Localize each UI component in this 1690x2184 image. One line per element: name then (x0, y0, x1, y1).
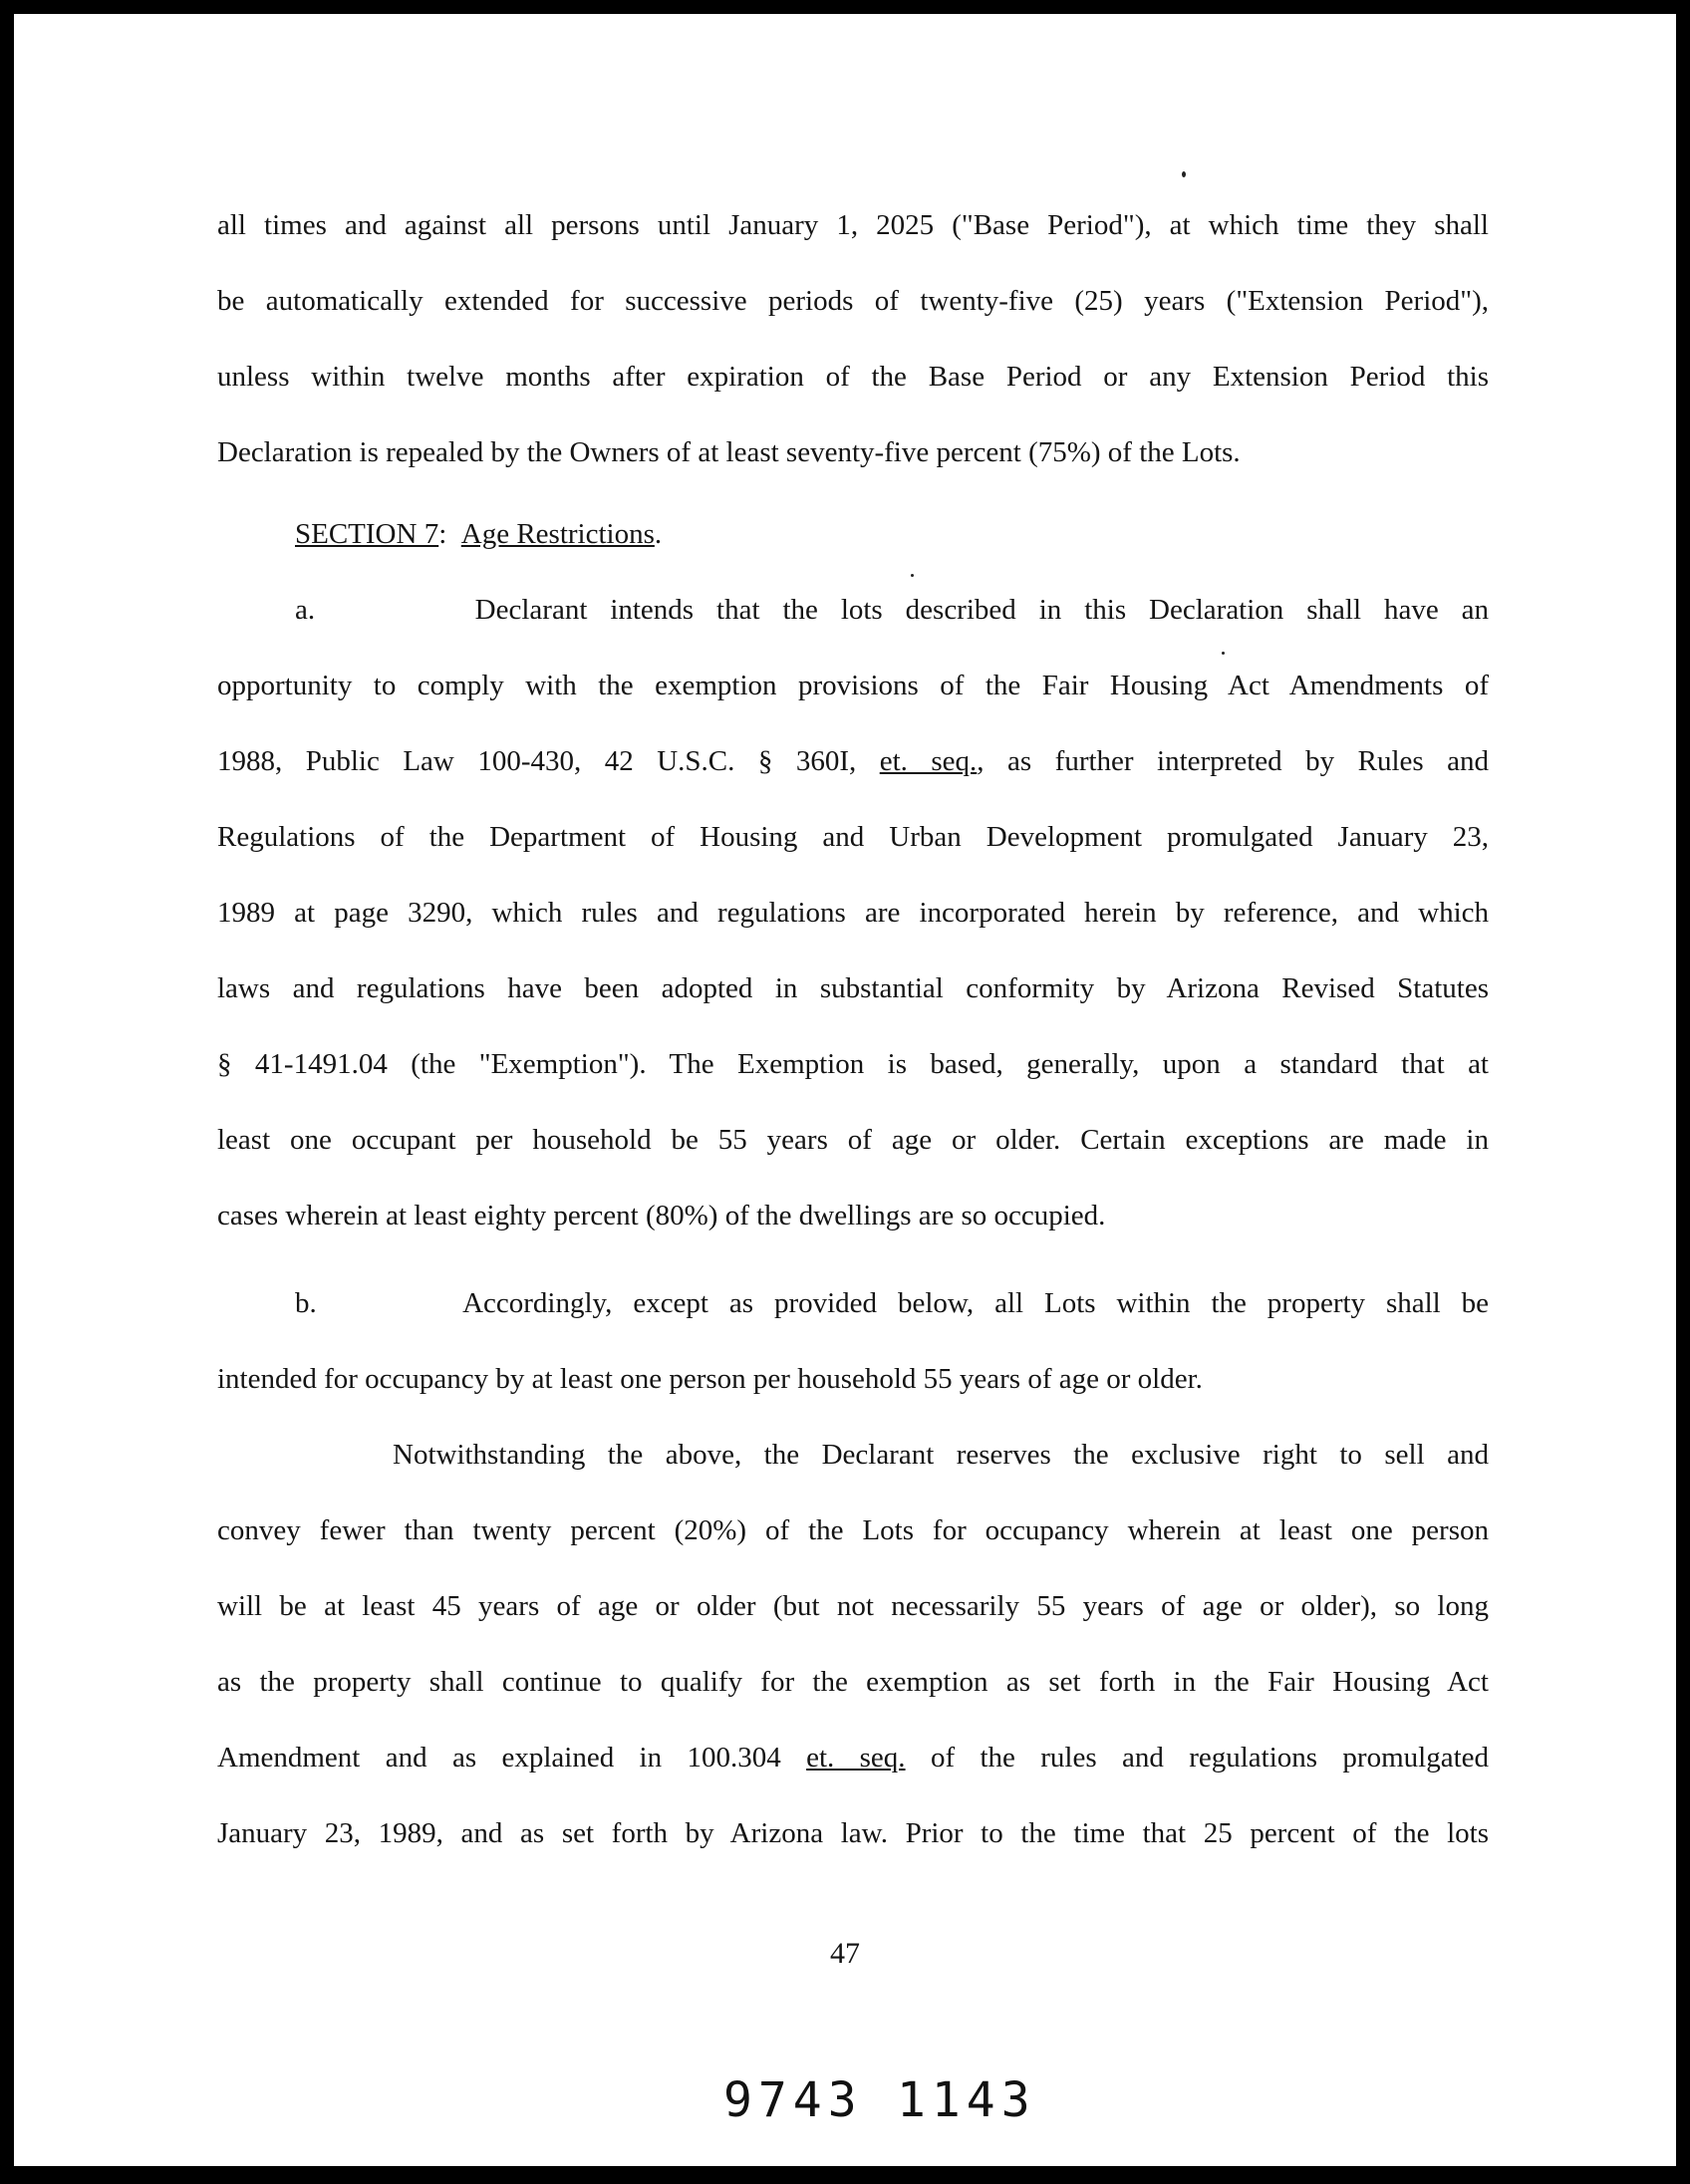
citation-text-cont: of the rules and regulations promulgated (930, 1742, 1490, 1774)
section-title: Age Restrictions (460, 518, 655, 550)
text-line: a. Declarant intends that the lots described in this Declaration shall have an (295, 594, 1489, 626)
text-line: January 23, 1989, and as set forth by Arizona law. Prior to the time that 25 percent of the lots (217, 1817, 1489, 1849)
text-line: 1989 at page 3290, which rules and regulations are incorporated herein by reference, and which (217, 897, 1489, 929)
et-seq-citation: et. seq. (879, 745, 978, 777)
text-line: convey fewer than twenty percent (20%) of the Lots for occupancy wherein at least one person (217, 1514, 1489, 1546)
text-line: least one occupant per household be 55 years of age or older. Certain exceptions are made in (217, 1124, 1489, 1156)
text-line-with-citation (217, 723, 1489, 799)
section-colon: : (438, 518, 447, 550)
section-heading (217, 496, 1489, 572)
scan-speck (911, 574, 914, 577)
citation-text: 1988, Public Law 100-430, 42 U.S.C. § 360I, (217, 745, 857, 777)
section-heading-block (217, 496, 1489, 572)
text-line: all times and against all persons until January 1, 2025 ("Base Period"), at which time they shall (217, 209, 1489, 241)
text-line: b. Accordingly, except as provided below, all Lots within the property shall be (295, 1287, 1489, 1319)
text-line-with-citation (217, 1720, 1489, 1795)
text-line: Notwithstanding the above, the Declarant reserves the exclusive right to sell and (393, 1439, 1489, 1471)
text-line: Regulations of the Department of Housing and Urban Development promulgated January 23, (217, 821, 1489, 853)
et-seq-citation: et. seq. (806, 1742, 906, 1774)
section-period: . (654, 518, 663, 550)
text-line: will be at least 45 years of age or older (but not necessarily 55 years of age or older), so long (217, 1590, 1489, 1622)
document-stamp-number: 1143 (897, 2072, 1036, 2128)
text-line: opportunity to comply with the exemption provisions of the Fair Housing Act Amendments of (217, 670, 1489, 701)
section-number: SECTION 7 (295, 518, 439, 550)
paragraph-c (217, 1417, 1489, 1871)
text-line: intended for occupancy by at least one person per household 55 years of age or older. (217, 1363, 1203, 1395)
text-line: as the property shall continue to qualify for the exemption as set forth in the Fair Housing Act (217, 1666, 1489, 1698)
paragraph-b (217, 1265, 1489, 1417)
text-line: unless within twelve months after expiration of the Base Period or any Extension Period this (217, 361, 1489, 393)
text-line: Declaration is repealed by the Owners of at least seventy-five percent (75%) of the Lots. (217, 436, 1241, 468)
citation-text-cont: , as further interpreted by Rules and (977, 745, 1490, 777)
paragraph-continuation (217, 187, 1489, 490)
scan-speck (1222, 652, 1225, 655)
scan-speck (1182, 171, 1186, 177)
citation-text: Amendment and as explained in 100.304 (217, 1742, 781, 1774)
paragraph-a (217, 572, 1489, 1253)
text-line: laws and regulations have been adopted in substantial conformity by Arizona Revised Statutes (217, 972, 1489, 1004)
document-stamp-number: 9743 (723, 2072, 863, 2128)
text-line: § 41-1491.04 (the "Exemption"). The Exemption is based, generally, upon a standard that at (217, 1048, 1489, 1080)
text-line: be automatically extended for successive periods of twenty-five (25) years ("Extension Period"), (217, 285, 1489, 317)
text-line: cases wherein at least eighty percent (80%) of the dwellings are so occupied. (217, 1200, 1106, 1231)
page-number: 47 (830, 1937, 860, 1970)
